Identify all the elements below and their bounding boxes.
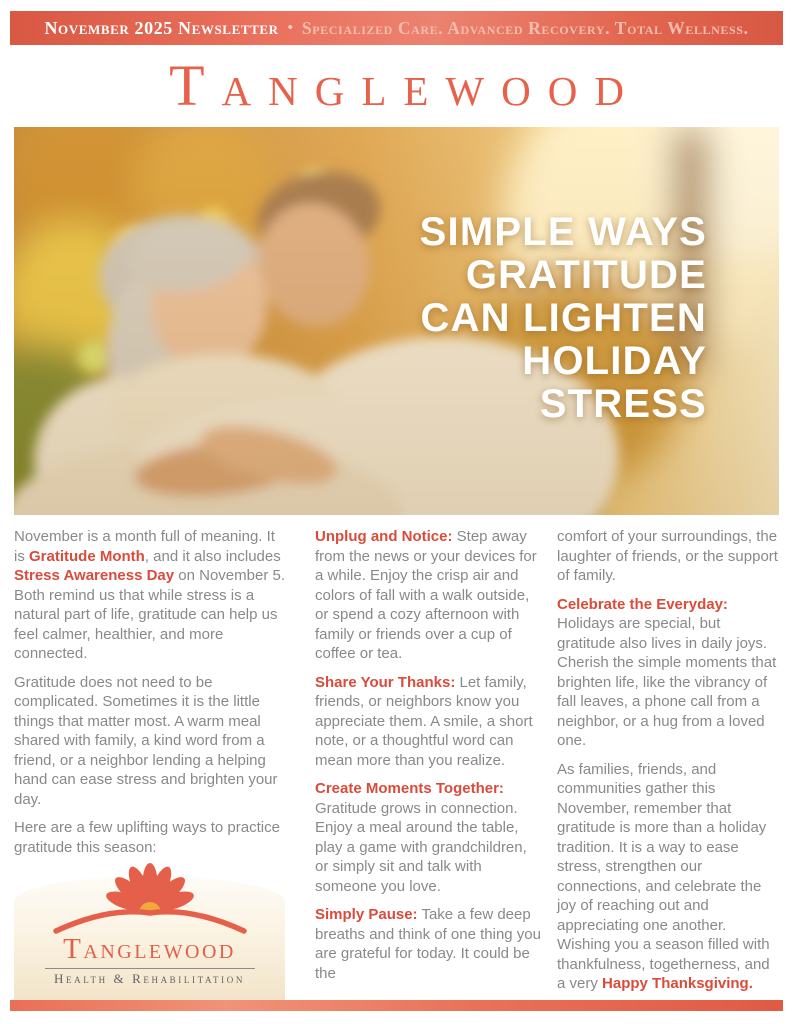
hero-image bbox=[14, 127, 779, 515]
body-paragraph bbox=[14, 527, 285, 664]
highlighted-text: Create Moments Together: bbox=[315, 780, 504, 797]
hero-headline-line: HOLIDAY bbox=[522, 339, 707, 383]
paragraph-text: As families, friends, and communities gather this November, remember that gratitude is more than a holiday tradition. It is a way to ease stress, strengthen our connections, and celebrate the joy of reaching out and appreciating one another. Wishing you a season filled with thankfulness, togetherness, and a very bbox=[557, 760, 770, 992]
paragraph-text: comfort of your surroundings, the laughter of friends, or the support of family. bbox=[557, 528, 778, 584]
logo-wordmark: Tanglewood bbox=[63, 933, 236, 965]
paragraph-text: November is a month full of meaning. It is bbox=[14, 528, 275, 565]
hero-headline-line: SIMPLE WAYS bbox=[419, 210, 707, 254]
highlighted-text: Stress Awareness Day bbox=[14, 567, 175, 584]
highlighted-text: Happy Thanksgiving. bbox=[602, 975, 753, 992]
body-paragraph bbox=[557, 527, 779, 586]
body-paragraph bbox=[315, 527, 541, 664]
paragraph-text: Gratitude grows in connection. Enjoy a meal around the table, play a game with grandchildren, or simply sit and talk with someone you love. bbox=[315, 799, 527, 895]
paragraph-text: Gratitude does not need to be complicated. Sometimes it is the little things that matter most. A warm meal shared with family, a kind word from a friend, or a neighbor lending a helping hand can ease stress and brighten your day. bbox=[14, 673, 278, 808]
column-1-text bbox=[14, 527, 285, 866]
column-2 bbox=[315, 527, 541, 1000]
lotus-sunrise-icon bbox=[50, 863, 250, 937]
body-paragraph bbox=[557, 595, 779, 751]
newsletter-issue-label: November 2025 Newsletter bbox=[44, 17, 279, 38]
bullet-separator-icon: • bbox=[287, 19, 293, 36]
hero-headline-line: STRESS bbox=[539, 382, 707, 426]
body-paragraph bbox=[315, 905, 541, 983]
paragraph-text: on November 5. Both remind us that while stress is a natural part of life, gratitude can help us feel calmer, healthier, and more connected. bbox=[14, 567, 285, 662]
logo-tagline: Health & Rehabilitation bbox=[54, 970, 245, 986]
body-paragraph bbox=[315, 779, 541, 896]
highlighted-text: Simply Pause: bbox=[315, 906, 418, 923]
column-3 bbox=[557, 527, 779, 1000]
paragraph-text: Step away from the news or your devices for a while. Enjoy the crisp air and colors of fall with a walk outside, or spend a cozy afternoon with family or friends over a cup of coffee or tea. bbox=[315, 528, 537, 662]
highlighted-text: Gratitude Month bbox=[29, 547, 145, 565]
logo-divider bbox=[45, 968, 255, 969]
paragraph-text: Here are a few uplifting ways to practice gratitude this season: bbox=[14, 819, 280, 856]
logo-card bbox=[14, 876, 285, 1000]
masthead-bar bbox=[10, 11, 783, 45]
body-paragraph bbox=[14, 818, 285, 857]
highlighted-text: Unplug and Notice: bbox=[315, 528, 453, 545]
column-2-text bbox=[315, 527, 541, 983]
hero-headline-line: CAN LIGHTEN bbox=[420, 296, 707, 340]
footer-accent-bar bbox=[10, 1000, 783, 1011]
body-paragraph bbox=[315, 673, 541, 771]
paragraph-text: , and it also includes bbox=[144, 547, 281, 565]
hero-headline bbox=[420, 211, 707, 426]
body-columns bbox=[14, 527, 779, 1000]
paragraph-text: Holidays are special, but gratitude also lives in daily joys. Cherish the simple moments that brighten life, like the vibrancy of fall leaves, a phone call from a neighbor, or a hug from a loved one. bbox=[557, 615, 777, 749]
body-paragraph bbox=[557, 760, 779, 994]
column-3-text bbox=[557, 527, 779, 994]
highlighted-text: Share Your Thanks: bbox=[315, 673, 456, 691]
page-title: Tanglewood bbox=[169, 53, 641, 118]
column-1 bbox=[14, 527, 285, 1000]
body-paragraph bbox=[14, 673, 285, 810]
hero-headline-line: GRATITUDE bbox=[465, 253, 707, 297]
paragraph-text: Let family, friends, or neighbors know you appreciate them. A smile, a short note, or a thoughtful word can mean more than you realize. bbox=[315, 673, 533, 769]
paragraph-text: Take a few deep breaths and think of one thing you are grateful for today. It could be the bbox=[315, 906, 541, 982]
masthead-slogan: Specialized Care. Advanced Recovery. Total Wellness. bbox=[301, 17, 749, 38]
highlighted-text: Celebrate the Everyday: bbox=[557, 595, 728, 613]
